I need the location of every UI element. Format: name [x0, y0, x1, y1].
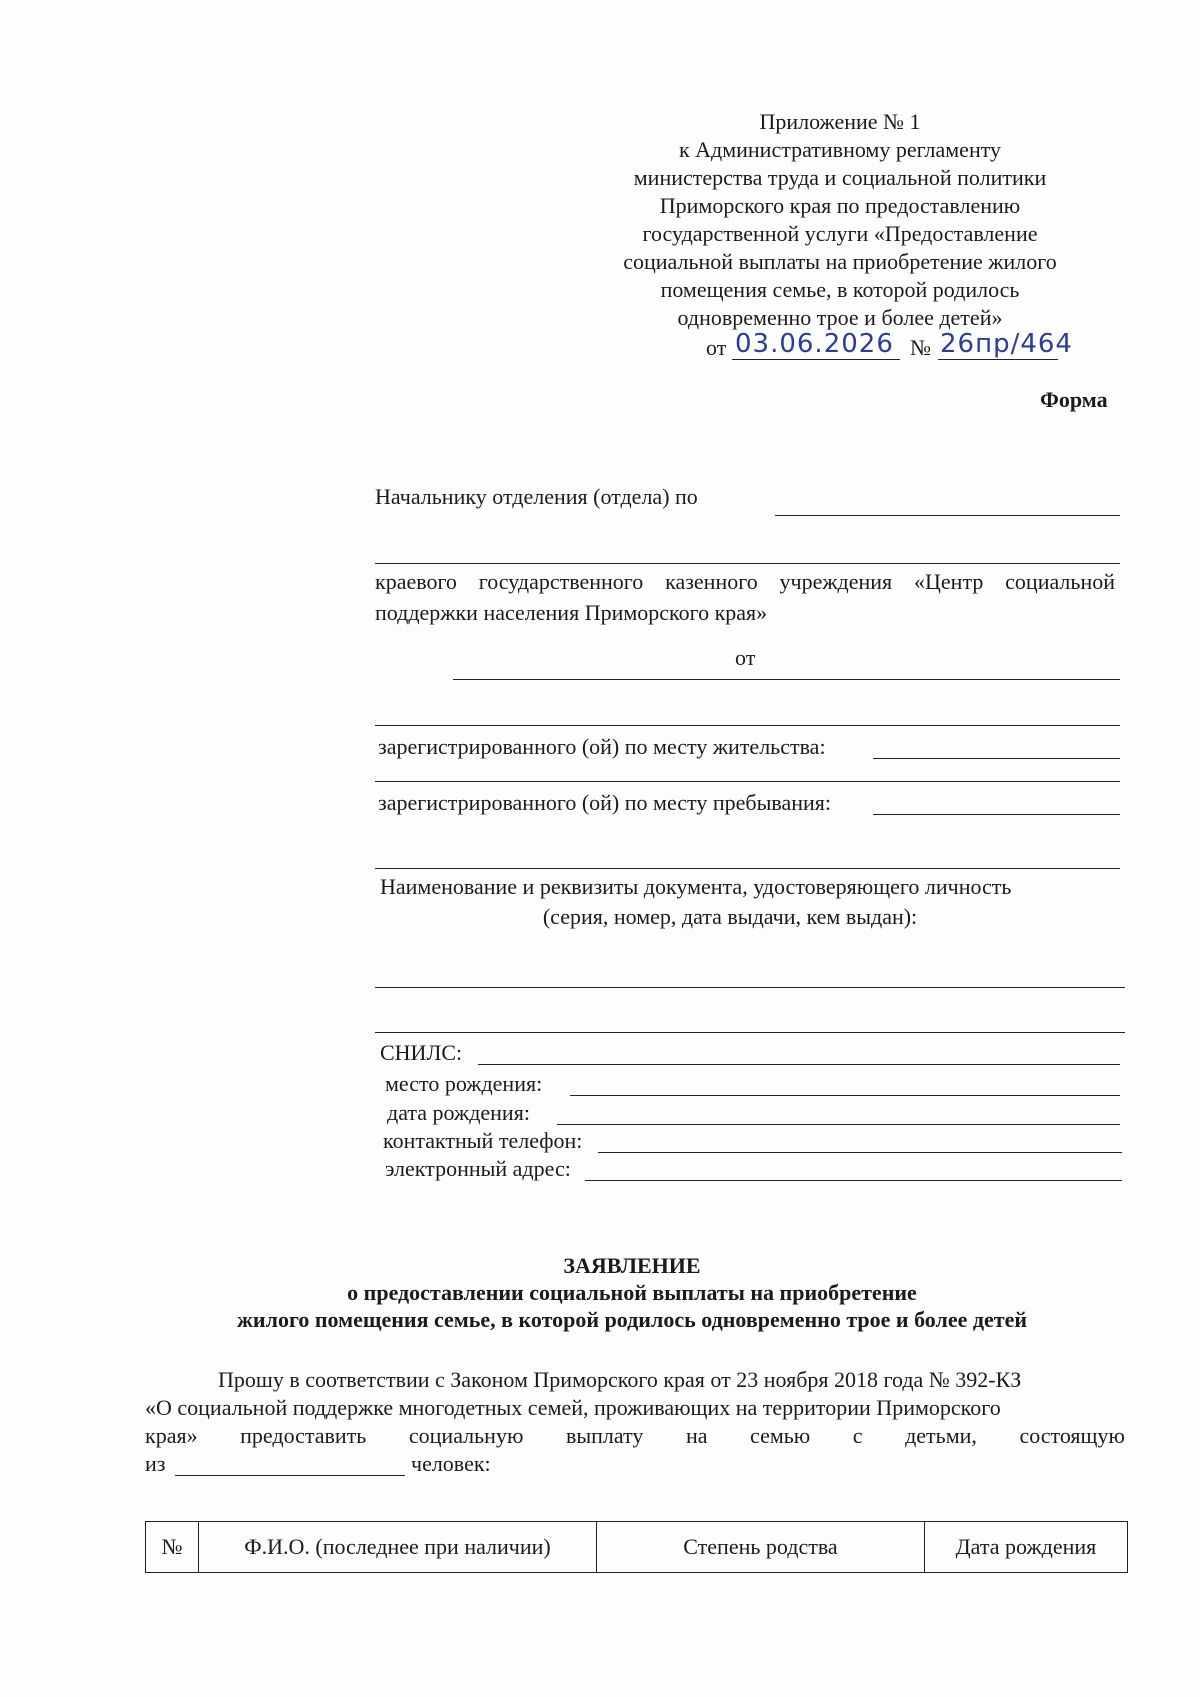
header-line: помещения семье, в которой родилось: [660, 277, 1020, 302]
statement-word: состоящую: [1019, 1423, 1125, 1448]
statement-word: предоставить: [240, 1423, 367, 1448]
birthplace-label: место рождения:: [385, 1071, 543, 1096]
phone-label: контактный телефон:: [383, 1128, 583, 1153]
statement-word: семью: [750, 1423, 811, 1448]
department-line-2[interactable]: [375, 563, 1120, 564]
statement-word: с: [852, 1423, 863, 1448]
handwritten-date: 03.06.2026: [735, 329, 894, 359]
snils-field: [380, 1040, 1120, 1066]
table-header-row: [146, 1522, 1128, 1573]
form-label: Форма: [1040, 387, 1108, 412]
id-doc-line-2[interactable]: [375, 1032, 1125, 1033]
phone-field: [383, 1128, 1122, 1154]
birthdate-input[interactable]: [557, 1124, 1120, 1125]
statement-subtitle-1: о предоставлении социальной выплаты на приобретение: [347, 1280, 917, 1305]
handwritten-number: 26пр/464: [940, 329, 1073, 359]
family-size-input[interactable]: [175, 1475, 405, 1476]
persons-suffix: человек:: [411, 1451, 491, 1476]
id-doc-label-1: Наименование и реквизиты документа, удостоверяющего личность: [380, 874, 1012, 899]
reg-stay-input[interactable]: [873, 814, 1120, 815]
snils-label: СНИЛС:: [380, 1040, 463, 1065]
email-field: [385, 1156, 1122, 1182]
birthdate-label: дата рождения:: [387, 1100, 530, 1125]
col-number-header: №: [146, 1522, 199, 1573]
to-head-label: Начальнику отделения (отдела) по: [375, 484, 698, 509]
appendix-header: [600, 108, 1080, 332]
birthplace-input[interactable]: [570, 1095, 1120, 1096]
statement-word: выплату: [565, 1423, 644, 1448]
statement-body-line-3: [145, 1423, 1125, 1449]
header-line: к Административному регламенту: [678, 137, 1002, 162]
reg-residence-input[interactable]: [873, 758, 1120, 759]
reg-stay-label: зарегистрированного (ой) по месту пребывания:: [378, 790, 831, 815]
date-underline: [732, 359, 900, 360]
from-prefix: из: [145, 1451, 166, 1476]
institution-text: краевого государственного казенного учреждения «Центр социальной поддержки населения Приморского края»: [375, 569, 1115, 625]
header-line: министерства труда и социальной политики: [633, 165, 1047, 190]
header-number-label: №: [910, 335, 931, 360]
statement-word: края»: [145, 1423, 198, 1448]
statement-body-line-1: Прошу в соответствии с Законом Приморского края от 23 ноября 2018 года № 392-КЗ: [218, 1367, 1022, 1392]
applicant-name-line-2[interactable]: [375, 725, 1120, 726]
id-doc-label-2: (серия, номер, дата выдачи, кем выдан):: [542, 904, 918, 929]
statement-title: ЗАЯВЛЕНИЕ: [563, 1253, 701, 1278]
statement-word: на: [685, 1423, 708, 1448]
col-name-header: Ф.И.О. (последнее при наличии): [199, 1522, 597, 1573]
header-from-label: от: [706, 335, 727, 360]
header-line: государственной услуги «Предоставление: [642, 221, 1038, 246]
statement-body-line-2: «О социальной поддержке многодетных семей, проживающих на территории Приморского: [145, 1395, 1001, 1420]
email-input[interactable]: [585, 1180, 1122, 1181]
snils-input[interactable]: [478, 1064, 1120, 1065]
department-line[interactable]: [775, 515, 1120, 516]
birthplace-field: [385, 1071, 1120, 1097]
reg-residence-field: [378, 734, 1120, 760]
header-line: одновременно трое и более детей»: [677, 305, 1003, 330]
id-doc-line-1[interactable]: [375, 987, 1125, 988]
statement-body-line-4: [145, 1451, 745, 1477]
statement-word: детьми,: [905, 1423, 977, 1448]
email-label: электронный адрес:: [385, 1156, 571, 1181]
phone-input[interactable]: [598, 1152, 1122, 1153]
family-members-table: [145, 1521, 1128, 1573]
applicant-name-line[interactable]: [453, 679, 1120, 680]
header-line: Приложение № 1: [759, 109, 921, 134]
statement-subtitle-2: жилого помещения семье, в которой родилось одновременно трое и более детей: [236, 1307, 1028, 1332]
header-line: Приморского края по предоставлению: [659, 193, 1021, 218]
reg-residence-label: зарегистрированного (ой) по месту жительства:: [378, 734, 826, 759]
number-underline: [938, 359, 1058, 360]
statement-word: социальную: [408, 1423, 524, 1448]
header-line: социальной выплаты на приобретение жилого: [623, 249, 1057, 274]
reg-residence-line-2[interactable]: [375, 781, 1120, 782]
birthdate-field: [387, 1100, 1120, 1126]
from-label: от: [735, 645, 756, 670]
col-relation-header: Степень родства: [597, 1522, 925, 1573]
reg-stay-field: [378, 790, 1120, 816]
reg-stay-line-2[interactable]: [375, 868, 1120, 869]
col-birthdate-header: Дата рождения: [925, 1522, 1128, 1573]
